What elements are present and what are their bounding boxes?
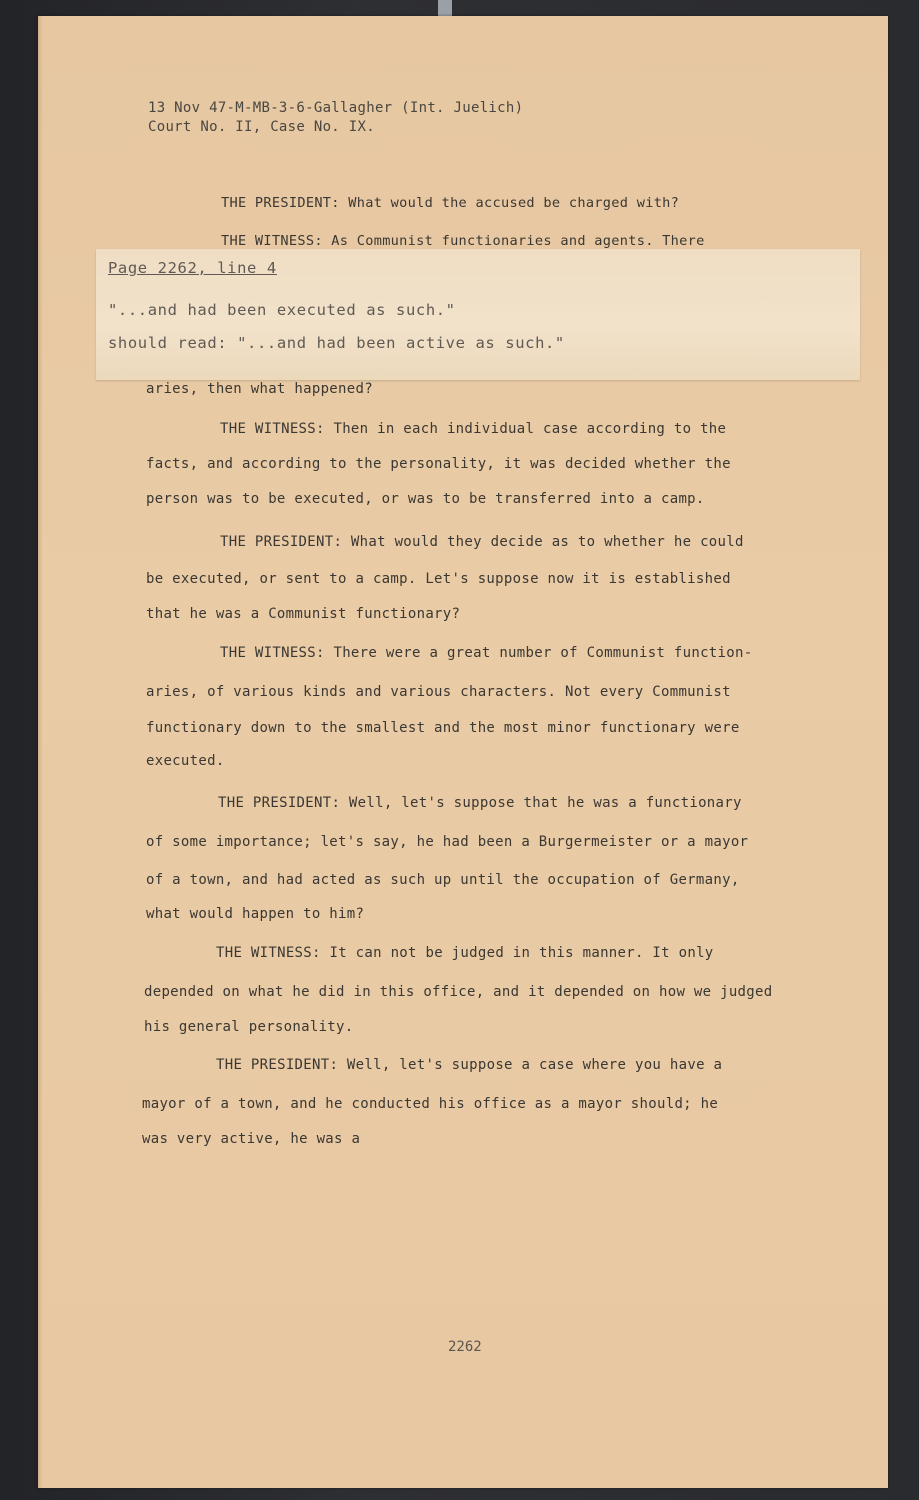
transcript-line: of a town, and had acted as such up until the occupation of Germany,	[146, 872, 740, 888]
transcript-line: of some importance; let's say, he had been a Burgermeister or a mayor	[146, 834, 749, 850]
page-number: 2262	[448, 1339, 482, 1355]
header-line-2: Court No. II, Case No. IX.	[148, 119, 375, 135]
transcript-line: his general personality.	[144, 1019, 354, 1035]
transcript-line: be executed, or sent to a camp. Let's suppose now it is established	[146, 571, 731, 587]
transcript-line: aries, of various kinds and various characters. Not every Communist	[146, 684, 731, 700]
transcript-line: mayor of a town, and he conducted his office as a mayor should; he	[142, 1096, 719, 1112]
erratum-original-text: "...and had been executed as such."	[108, 301, 456, 319]
transcript-line: THE PRESIDENT: Well, let's suppose that he was a functionary	[218, 795, 742, 811]
transcript-line: THE WITNESS: Then in each individual case according to the	[220, 421, 727, 437]
transcript-line: person was to be executed, or was to be transferred into a camp.	[146, 491, 705, 507]
transcript-line: executed.	[146, 753, 225, 769]
transcript-line: depended on what he did in this office, and it depended on how we judged	[144, 984, 773, 1000]
transcript-line: that he was a Communist functionary?	[146, 606, 461, 622]
transcript-line: THE PRESIDENT: What would they decide as to whether he could	[220, 534, 744, 550]
transcript-line: functionary down to the smallest and the most minor functionary were	[146, 720, 740, 736]
transcript-line: was very active, he was a	[142, 1131, 361, 1147]
transcript-line: THE PRESIDENT: Well, let's suppose a case where you have a	[216, 1057, 723, 1073]
page-edge-shadow	[38, 16, 43, 1488]
erratum-title: Page 2262, line 4	[108, 259, 277, 277]
erratum-correction-text: should read: "...and had been active as such."	[108, 334, 565, 352]
header-line-1: 13 Nov 47-M-MB-3-6-Gallagher (Int. Juelich)	[148, 100, 524, 116]
transcript-line: what would happen to him?	[146, 906, 365, 922]
transcript-line: THE PRESIDENT: What would the accused be charged with?	[221, 195, 680, 211]
transcript-line: facts, and according to the personality, it was decided whether the	[146, 456, 731, 472]
transcript-line: THE WITNESS: It can not be judged in this manner. It only	[216, 945, 714, 961]
transcript-line: THE WITNESS: As Communist functionaries and agents. There	[221, 233, 705, 249]
transcript-line: THE WITNESS: There were a great number of Communist function-	[220, 645, 753, 661]
transcript-line: aries, then what happened?	[146, 381, 373, 397]
